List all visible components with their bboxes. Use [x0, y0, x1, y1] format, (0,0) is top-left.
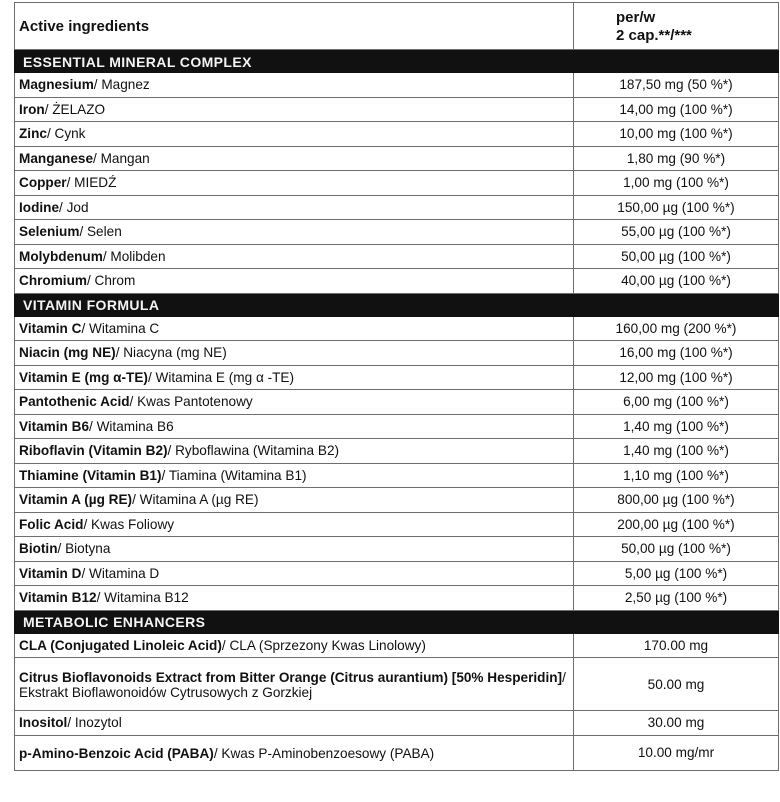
section-title-vitamins: VITAMIN FORMULA — [15, 293, 779, 316]
ingredient-name-pl: / Selen — [79, 224, 122, 240]
ingredient-name — [15, 195, 574, 220]
ingredient-name-pl: / Mangan — [93, 150, 150, 166]
ingredient-name — [15, 269, 574, 294]
ingredient-name-en: Citrus Bioflavonoids Extract from Bitter Orange (Citrus aurantium) [50% Hesperidin] — [19, 669, 563, 685]
ingredient-name-en: Chromium — [19, 273, 87, 289]
ingredient-name-en: Molybdenum — [19, 248, 103, 264]
ingredient-row — [15, 73, 779, 98]
section-header-metabolic — [15, 610, 779, 633]
ingredient-row — [15, 365, 779, 390]
ingredient-name — [15, 561, 574, 586]
ingredient-name-pl: / Kwas Pantotenowy — [129, 394, 253, 410]
ingredient-name-en: Vitamin B12 — [19, 590, 97, 606]
ingredient-name-pl: / Witamina A (µg RE) — [132, 492, 259, 508]
ingredient-amount: 800,00 µg (100 %*) — [574, 488, 779, 513]
active-ingredients-header: Active ingredients — [15, 3, 574, 50]
ingredient-row — [15, 244, 779, 269]
ingredient-name-en: Vitamin E (mg α-TE) — [19, 369, 148, 385]
ingredient-name-pl: / Kwas Foliowy — [83, 516, 175, 532]
ingredient-name-pl: / Witamina E (mg α -TE) — [147, 369, 295, 385]
ingredient-name — [15, 735, 574, 770]
ingredient-amount: 5,00 µg (100 %*) — [574, 561, 779, 586]
ingredient-name — [15, 365, 574, 390]
ingredient-amount: 2,50 µg (100 %*) — [574, 586, 779, 611]
ingredient-name — [15, 171, 574, 196]
ingredient-row — [15, 586, 779, 611]
ingredient-name-en: CLA (Conjugated Linoleic Acid) — [19, 637, 222, 653]
per-serving-header — [574, 3, 779, 50]
ingredient-row — [15, 439, 779, 464]
ingredient-name-en: Vitamin D — [19, 565, 82, 581]
ingredient-name-en: Biotin — [19, 541, 58, 557]
ingredient-name — [15, 220, 574, 245]
ingredient-name-en: Thiamine (Vitamin B1) — [19, 467, 162, 483]
ingredient-amount: 200,00 µg (100 %*) — [574, 512, 779, 537]
ingredient-row — [15, 220, 779, 245]
section-header-vitamins — [15, 293, 779, 316]
ingredient-name-pl: / Niacyna (mg NE) — [115, 345, 227, 361]
ingredient-row — [15, 658, 779, 711]
ingredient-row — [15, 711, 779, 736]
ingredient-name-en: Vitamin B6 — [19, 418, 90, 434]
ingredient-name-pl: / Cynk — [46, 126, 86, 142]
ingredient-name-pl: / ŻELAZO — [44, 101, 106, 117]
ingredient-name-pl: / Kwas P-Aminobenzoesowy (PABA) — [213, 745, 435, 761]
ingredient-name-pl: / Biotyna — [57, 541, 111, 557]
section-title-minerals: ESSENTIAL MINERAL COMPLEX — [15, 50, 779, 73]
ingredient-name-en: Manganese — [19, 150, 94, 166]
minerals-rows — [15, 73, 779, 294]
ingredient-amount: 6,00 mg (100 %*) — [574, 390, 779, 415]
ingredient-name-pl: / Chrom — [86, 273, 136, 289]
ingredient-name-en: Iodine — [19, 199, 60, 215]
ingredient-name — [15, 512, 574, 537]
ingredient-name-en: Zinc — [19, 126, 47, 142]
metabolic-rows — [15, 633, 779, 770]
ingredient-name-pl: / Tiamina (Witamina B1) — [161, 467, 307, 483]
ingredient-name-pl: / Jod — [59, 199, 89, 215]
ingredient-amount: 16,00 mg (100 %*) — [574, 341, 779, 366]
ingredient-name-en: Niacin (mg NE) — [19, 345, 116, 361]
vitamins-rows — [15, 316, 779, 610]
ingredient-amount: 170.00 mg — [574, 633, 779, 658]
ingredient-amount: 10,00 mg (100 %*) — [574, 122, 779, 147]
ingredient-name — [15, 316, 574, 341]
ingredient-name — [15, 633, 574, 658]
ingredient-name-pl: / Witamina B6 — [89, 418, 174, 434]
ingredient-row — [15, 390, 779, 415]
ingredient-name — [15, 97, 574, 122]
ingredient-amount: 160,00 mg (200 %*) — [574, 316, 779, 341]
ingredient-name-en: p-Amino-Benzoic Acid (PABA) — [19, 745, 214, 761]
ingredient-name — [15, 244, 574, 269]
ingredient-name — [15, 73, 574, 98]
ingredient-row — [15, 122, 779, 147]
ingredient-name-pl: / MIEDŹ — [66, 175, 117, 191]
ingredient-amount: 50,00 µg (100 %*) — [574, 537, 779, 562]
ingredient-name-en: Vitamin A (µg RE) — [19, 492, 133, 508]
ingredient-row — [15, 97, 779, 122]
ingredient-name — [15, 414, 574, 439]
ingredient-amount: 14,00 mg (100 %*) — [574, 97, 779, 122]
ingredient-row — [15, 512, 779, 537]
ingredient-name-en: Inositol — [19, 715, 68, 731]
ingredient-row — [15, 195, 779, 220]
ingredient-amount: 1,10 mg (100 %*) — [574, 463, 779, 488]
ingredient-row — [15, 269, 779, 294]
ingredient-name-pl: / Inozytol — [67, 715, 122, 731]
ingredient-row — [15, 316, 779, 341]
ingredient-name — [15, 711, 574, 736]
ingredient-name-en: Folic Acid — [19, 516, 84, 532]
ingredient-name-pl: / Molibden — [102, 248, 166, 264]
ingredient-name-en: Magnesium — [19, 77, 94, 93]
ingredient-name-en: Pantothenic Acid — [19, 394, 130, 410]
ingredient-amount: 10.00 mg/mr — [574, 735, 779, 770]
ingredient-name-pl: / Ryboflawina (Witamina B2) — [167, 443, 340, 459]
section-header-minerals — [15, 50, 779, 73]
ingredient-name-pl: / Magnez — [93, 77, 150, 93]
ingredient-amount: 187,50 mg (50 %*) — [574, 73, 779, 98]
table-header-row — [15, 3, 779, 50]
ingredient-name — [15, 537, 574, 562]
ingredient-name-pl: / Witamina D — [81, 565, 160, 581]
ingredient-name-pl: / CLA (Sprzezony Kwas Linolowy) — [221, 637, 426, 653]
ingredient-name-pl: / Witamina C — [81, 320, 160, 336]
ingredient-row — [15, 341, 779, 366]
ingredient-name-en: Vitamin C — [19, 320, 82, 336]
ingredient-name-pl: / Witamina B12 — [96, 590, 189, 606]
per-header-line1: per/w — [616, 8, 656, 26]
ingredient-row — [15, 414, 779, 439]
ingredient-amount: 1,40 mg (100 %*) — [574, 439, 779, 464]
ingredient-name-en: Iron — [19, 101, 45, 117]
ingredient-name — [15, 341, 574, 366]
ingredient-row — [15, 735, 779, 770]
ingredient-row — [15, 561, 779, 586]
ingredient-name — [15, 439, 574, 464]
ingredient-amount: 12,00 mg (100 %*) — [574, 365, 779, 390]
ingredient-amount: 40,00 µg (100 %*) — [574, 269, 779, 294]
ingredient-amount: 1,40 mg (100 %*) — [574, 414, 779, 439]
ingredient-name — [15, 586, 574, 611]
ingredient-name-en: Riboflavin (Vitamin B2) — [19, 443, 168, 459]
ingredient-row — [15, 537, 779, 562]
ingredient-name — [15, 122, 574, 147]
ingredient-name-pl: / Ekstrakt Bioflawonoidów Cytrusowych z Gorzkiej — [19, 669, 566, 700]
ingredient-name — [15, 658, 574, 711]
ingredient-row — [15, 488, 779, 513]
ingredient-amount: 1,80 mg (90 %*) — [574, 146, 779, 171]
ingredient-row — [15, 171, 779, 196]
ingredient-amount: 55,00 µg (100 %*) — [574, 220, 779, 245]
ingredient-name-en: Copper — [19, 175, 67, 191]
ingredient-name — [15, 488, 574, 513]
ingredient-name — [15, 146, 574, 171]
ingredient-name-en: Selenium — [19, 224, 80, 240]
ingredient-row — [15, 146, 779, 171]
ingredient-row — [15, 463, 779, 488]
per-header-line2: 2 cap.**/*** — [616, 26, 692, 44]
ingredient-amount: 50,00 µg (100 %*) — [574, 244, 779, 269]
ingredient-row — [15, 633, 779, 658]
ingredient-name — [15, 463, 574, 488]
ingredient-amount: 150,00 µg (100 %*) — [574, 195, 779, 220]
ingredient-name — [15, 390, 574, 415]
supplement-facts-table — [14, 2, 779, 771]
ingredient-amount: 30.00 mg — [574, 711, 779, 736]
ingredient-amount: 1,00 mg (100 %*) — [574, 171, 779, 196]
ingredient-amount: 50.00 mg — [574, 658, 779, 711]
section-title-metabolic: METABOLIC ENHANCERS — [15, 610, 779, 633]
